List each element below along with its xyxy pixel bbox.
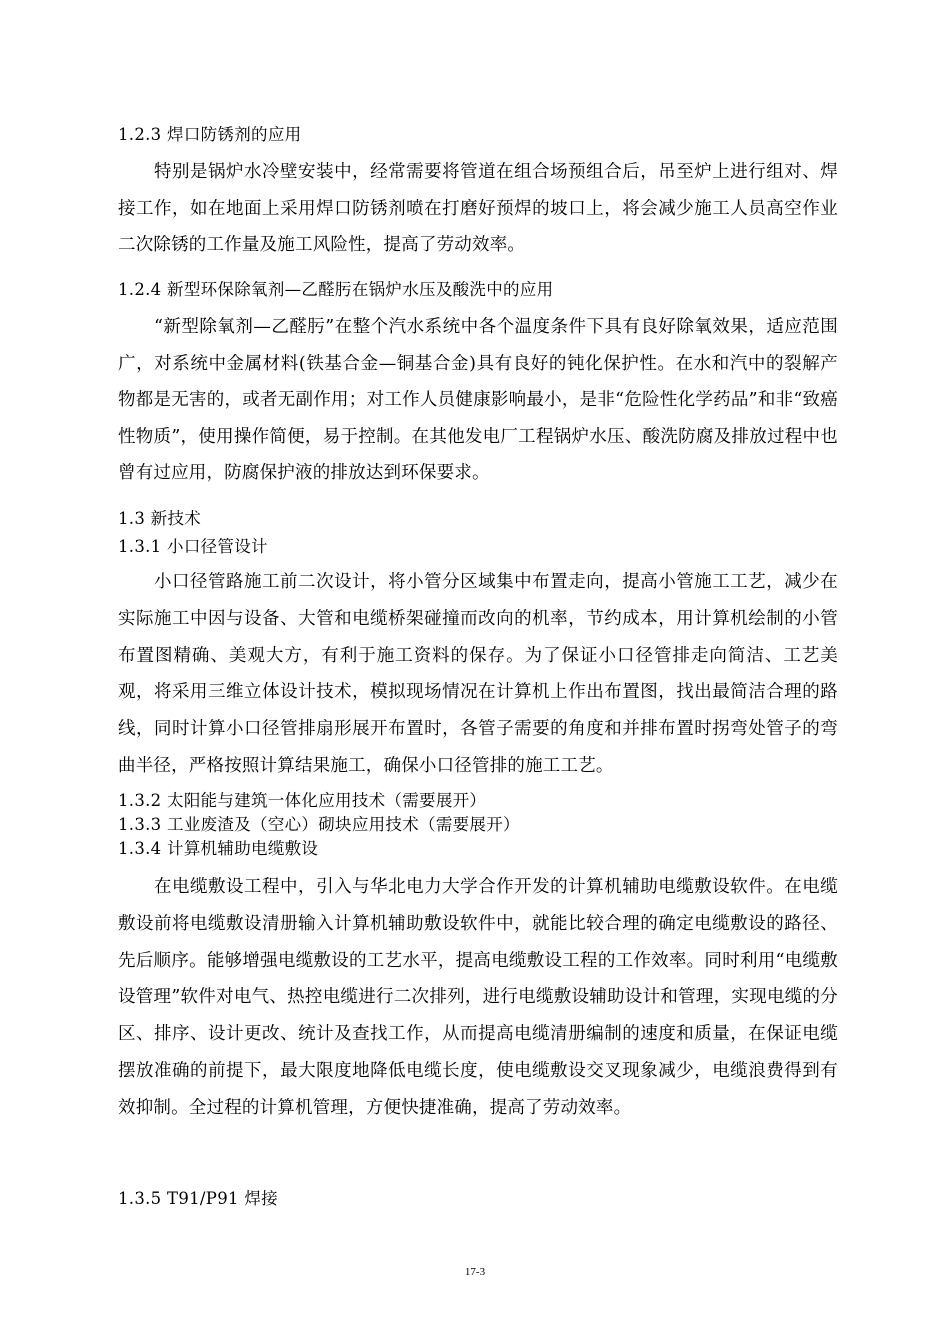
section-body-1-3-1: 小口径管路施工前二次设计，将小管分区域集中布置走向，提高小管施工工艺，减少在实际施工中因与设备、大管和电缆桥架碰撞而改向的机率，节约成本，用计算机绘制的小管布置图精确、美观大方，有利于施工资料的保存。为了保证小口径管排走向简洁、工艺美观，将采用三维立体设计技术，模拟现场情况在计算机上作出布置图，找出最简洁合理的路线，同时计算小口径管排扇形展开布置时，各管子需要的角度和并排布置时拐弯处管子的弯曲半径，严格按照计算结果施工，确保小口径管排的施工工艺。 xyxy=(118,572,838,776)
section-body-1-2-4: “新型除氧剂—乙醛肟”在整个汽水系统中各个温度条件下具有良好除氧效果，适应范围广，对系统中金属材料(铁基合金—铜基合金)具有良好的钝化保护性。在水和汽中的裂解产物都是无害的，或者无副作用；对工作人员健康影响最小，是非“危险性化学药品”和非“致癌性物质”，使用操作简便，易于控制。在其他发电厂工程锅炉水压、酸洗防腐及排放过程中也曾有过应用，防腐保护液的排放达到环保要求。 xyxy=(118,317,838,483)
section-heading-1-3: 1.3 新技术 xyxy=(118,509,202,528)
section-body-1-2-3: 特别是锅炉水冷壁安装中，经常需要将管道在组合场预组合后，吊至炉上进行组对、焊接工作，如在地面上采用焊口防锈剂喷在打磨好预焊的坡口上，将会减少施工人员高空作业二次除锈的工作量及施工风险性，提高了劳动效率。 xyxy=(118,162,838,255)
page-number: 17-3 xyxy=(464,1266,486,1278)
section-heading-1-3-3: 1.3.3 工业废渣及（空心）砌块应用技术（需要展开） xyxy=(118,815,520,834)
section-heading-1-3-1: 1.3.1 小口径管设计 xyxy=(118,537,268,556)
section-heading-1-3-4: 1.3.4 计算机辅助电缆敷设 xyxy=(118,839,319,858)
section-body-1-3-4: 在电缆敷设工程中，引入与华北电力大学合作开发的计算机辅助电缆敷设软件。在电缆敷设前将电缆敷设清册输入计算机辅助敷设软件中，就能比较合理的确定电缆敷设的路径、先后顺序。能够增强电缆敷设的工艺水平，提高电缆敷设工程的工作效率。同时利用“电缆敷设管理”软件对电气、热控电缆进行二次排列，进行电缆敷设辅助设计和管理，实现电缆的分区、排序、设计更改、统计及查找工作，从而提高电缆清册编制的速度和质量，在保证电缆摆放准确的前提下，最大限度地降低电缆长度，使电缆敷设交叉现象减少，电缆浪费得到有效抑制。全过程的计算机管理，方便快捷准确，提高了劳动效率。 xyxy=(118,877,838,1118)
section-heading-1-2-3: 1.2.3 焊口防锈剂的应用 xyxy=(118,125,302,144)
section-heading-1-3-5: 1.3.5 T91/P91 焊接 xyxy=(118,1189,278,1208)
section-heading-1-3-2: 1.3.2 太阳能与建筑一体化应用技术（需要展开） xyxy=(118,791,487,810)
section-heading-1-2-4: 1.2.4 新型环保除氧剂—乙醛肟在锅炉水压及酸洗中的应用 xyxy=(118,280,554,299)
